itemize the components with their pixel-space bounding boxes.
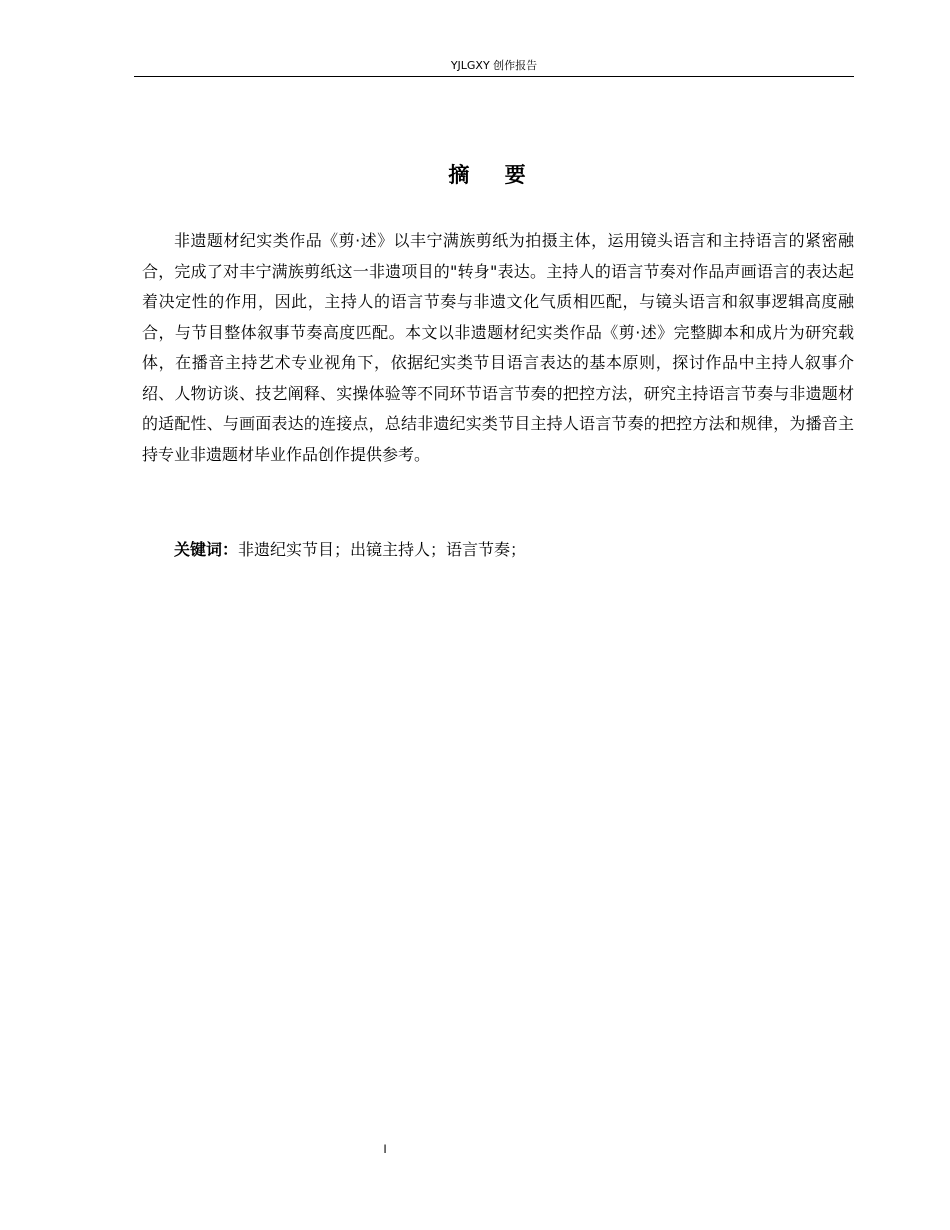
keywords-line	[142, 537, 854, 563]
running-header: YJLGXY 创作报告	[450, 59, 538, 72]
keywords-label: 关键词：	[174, 540, 239, 559]
abstract-body: 非遗题材纪实类作品《剪·述》以丰宁满族剪纸为拍摄主体，运用镜头语言和主持语言的紧密融合，完成了对丰宁满族剪纸这一非遗项目的"转身"表达。主持人的语言节奏对作品声画语言的表达起着决定性的作用，因此，主持人的语言节奏与非遗文化气质相匹配，与镜头语言和叙事逻辑高度融合，与节目整体叙事节奏高度匹配。本文以非遗题材纪实类作品《剪·述》完整脚本和成片为研究载体，在播音主持艺术专业视角下，依据纪实类节目语言表达的基本原则，探讨作品中主持人叙事介绍、人物访谈、技艺阐释、实操体验等不同环节语言节奏的把控方法，研究主持语言节奏与非遗题材的适配性、与画面表达的连接点，总结非遗纪实类节目主持人语言节奏的把控方法和规律，为播音主持专业非遗题材毕业作品创作提供参考。	[142, 231, 854, 464]
abstract-title: 摘 要	[448, 163, 540, 187]
keywords-value: 非遗纪实节目；出镜主持人；语言节奏；	[238, 540, 527, 559]
page-number: I	[383, 1142, 387, 1156]
header-divider	[134, 76, 854, 77]
